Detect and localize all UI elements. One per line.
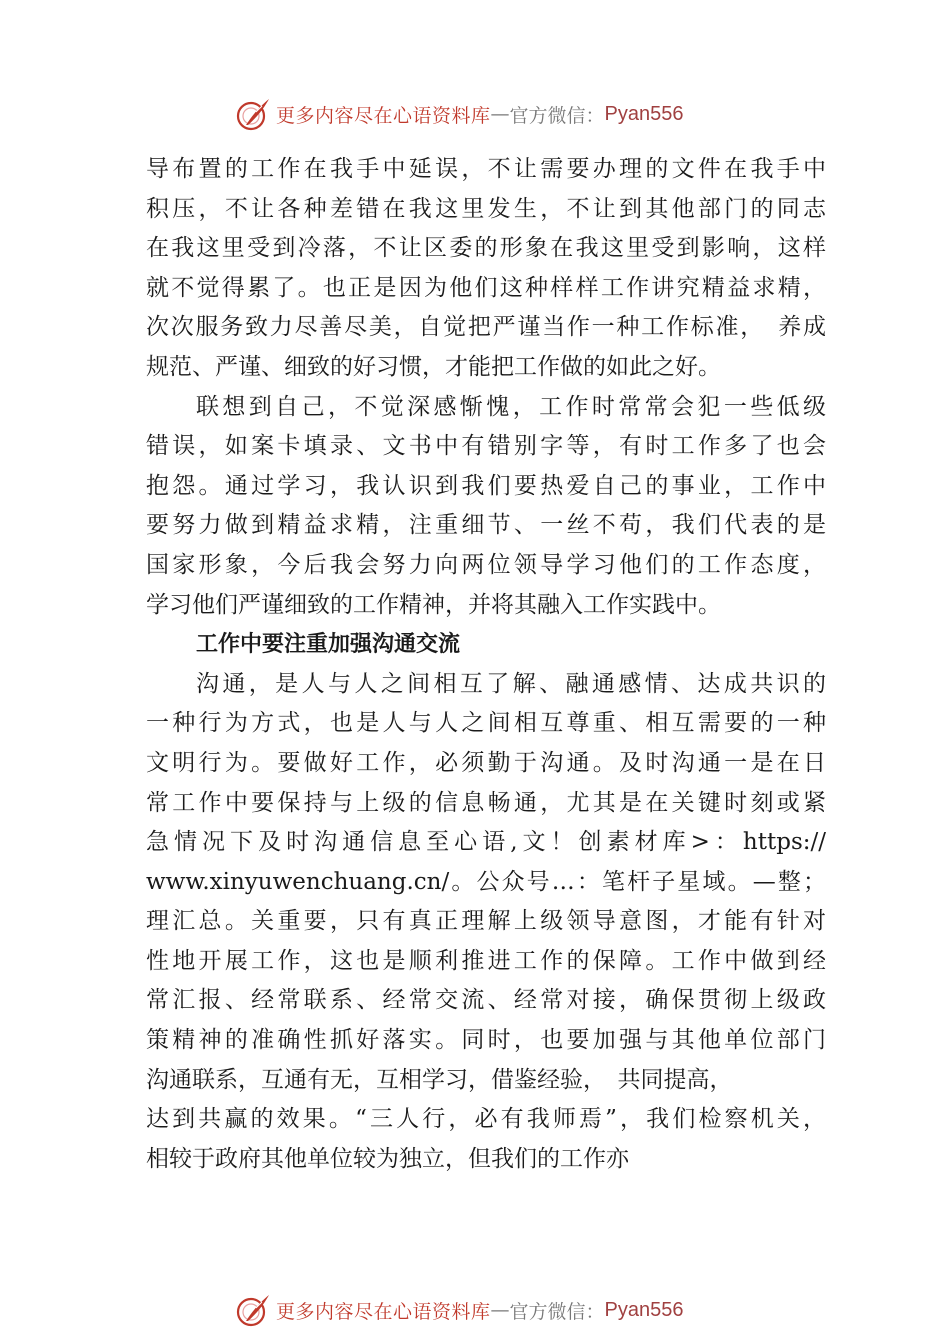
text-line: 在我这里受到冷落，不让区委的形象在我这里受到影响，这样 <box>146 235 826 262</box>
banner-dash: — <box>490 1299 510 1321</box>
text-line: 导布置的工作在我手中延误，不让需要办理的文件在我手中 <box>146 156 826 182</box>
text-line: 相较于政府其他单位较为独立，但我们的工作亦 <box>146 1145 629 1172</box>
section-heading: 工作中要注重加强沟通交流 <box>196 632 461 658</box>
quill-logo-icon <box>236 1292 272 1328</box>
banner-brand-text: 更多内容尽在心语资料库 <box>276 104 491 127</box>
header-banner <box>236 94 736 134</box>
banner-wechat-label: 官方微信： <box>509 1300 605 1323</box>
banner-brand-text: 更多内容尽在心语资料库 <box>276 1300 491 1323</box>
text-line: 常汇报、经常联系、经常交流、经常对接，确保贯彻上级政 <box>146 987 826 1014</box>
text-line: 达到共赢的效果。“三人行，必有我师焉”，我们检察机关， <box>146 1106 826 1133</box>
text-line: 次次服务致力尽善尽美，自觉把严谨当作一种工作标准， 养成 <box>146 314 826 341</box>
paragraph-first-line: 沟通，是人与人之间相互了解、融通感情、达成共识的 <box>196 670 826 697</box>
text-line: 性地开展工作，这也是顺利推进工作的保障。工作中做到经 <box>146 947 826 974</box>
banner-wechat-id: Pyan556 <box>604 1298 684 1321</box>
text-line: 就不觉得累了。也正是因为他们这种样样工作讲究精益求精， <box>146 274 826 301</box>
text-line: 要努力做到精益求精，注重细节、一丝不苟，我们代表的是 <box>146 512 826 539</box>
document-body <box>146 150 826 1179</box>
text-line: www.xinyuwenchuang.cn/。公众号…：笔杆子星域。—整； <box>146 868 826 895</box>
text-line: 一种行为方式，也是人与人之间相互尊重、相互需要的一种 <box>146 710 826 737</box>
text-line: 积压，不让各种差错在我这里发生，不让到其他部门的同志 <box>146 195 826 222</box>
text-line: 策精神的准确性抓好落实。同时，也要加强与其他单位部门 <box>146 1027 826 1054</box>
text-line: 常工作中要保持与上级的信息畅通，尤其是在关键时刻或紧 <box>146 789 826 816</box>
quill-logo-icon <box>236 96 272 132</box>
text-line: 文明行为。要做好工作，必须勤于沟通。及时沟通一是在日 <box>146 749 826 776</box>
text-line: 急情况下及时沟通信息至心语,文！创素材库>：https:// <box>146 829 826 856</box>
text-line: 学习他们严谨细致的工作精神，并将其融入工作实践中。 <box>146 591 721 618</box>
text-line: 抱怨。通过学习，我认识到我们要热爱自己的事业，工作中 <box>146 472 826 499</box>
text-line: 理汇总。关重要，只有真正理解上级领导意图，才能有针对 <box>146 908 826 935</box>
banner-dash: — <box>490 103 510 125</box>
text-line: 规范、严谨、细致的好习惯，才能把工作做的如此之好。 <box>146 353 721 380</box>
text-line: 错误，如案卡填录、文书中有错别字等，有时工作多了也会 <box>146 433 826 460</box>
banner-wechat-id: Pyan556 <box>604 102 684 125</box>
paragraph-first-line: 联想到自己，不觉深感惭愧，工作时常常会犯一些低级 <box>196 393 826 420</box>
text-line: 沟通联系，互通有无，互相学习，借鉴经验， 共同提高， <box>146 1066 733 1093</box>
banner-wechat-label: 官方微信： <box>509 104 605 127</box>
text-line: 国家形象，今后我会努力向两位领导学习他们的工作态度， <box>146 551 826 578</box>
footer-banner <box>236 1290 736 1330</box>
